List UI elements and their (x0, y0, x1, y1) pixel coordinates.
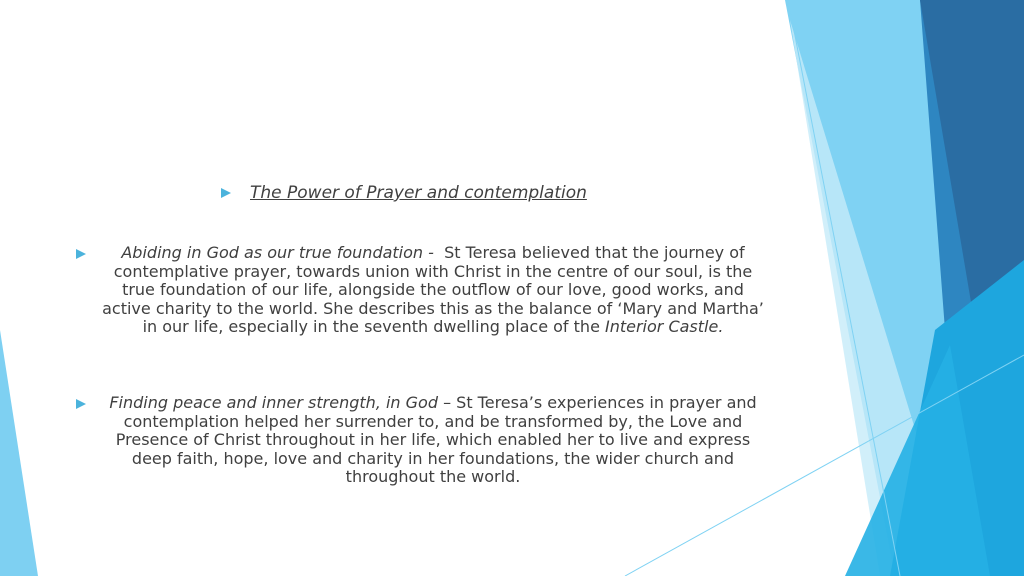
slide-heading: The Power of Prayer and contemplation (250, 183, 587, 203)
left-edge-shape (0, 330, 38, 576)
point-1-lead: Abiding in God as our true foundation - (121, 243, 434, 262)
point-2-bullet-icon (76, 399, 86, 409)
point-1-body: St Teresa believed that the journey of contemplative prayer, towards union with Christ in the centre of our soul, is the true foundation of our life, alongside the outflow of our love, good works, and active charity to the world. She describes this as the balance of ‘Mary and Martha’ in our life, especially in the seventh dwelling place of the (102, 243, 764, 337)
point-2-body: St Teresa’s experiences in prayer and contemplation helped her surrender to, and be transformed by, the Love and Presence of Christ throughout in her life, which enabled her to live and express deep faith, hope, love and charity in her foundations, the wider church and throughout the world. (115, 393, 757, 487)
point-1-tail: Interior Castle. (605, 317, 724, 337)
point-1-bullet-icon (76, 249, 86, 259)
point-2-paragraph (100, 394, 766, 487)
point-2-dash: – (443, 393, 452, 412)
heading-bullet-icon (221, 188, 231, 198)
point-2-lead: Finding peace and inner strength, in God (109, 393, 438, 412)
point-1-paragraph (100, 244, 766, 337)
